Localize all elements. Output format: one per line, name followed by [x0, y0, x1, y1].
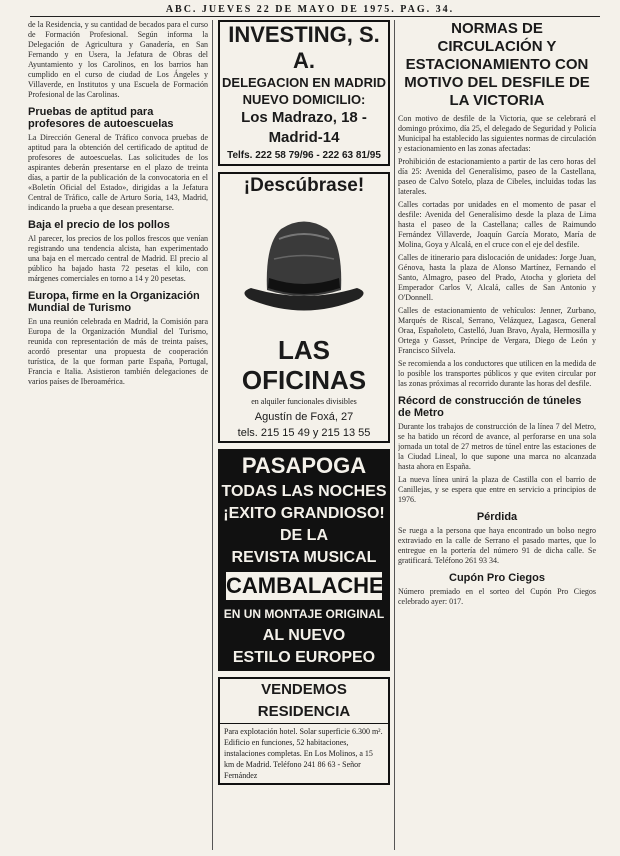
ad-residencia-text: Para explotación hotel. Solar superficie 6.300 m². Edificio en funciones, 52 habitaciones, instalaciones completas. En Los Molinos, a 15 km de Madrid. Teléfono 241 86 63 - Señor Fernández [224, 727, 383, 780]
ad-residencia [218, 677, 390, 785]
ad-pasapoga-line4: REVISTA MUSICAL [231, 549, 377, 566]
ad-oficinas-address: Agustín de Foxá, 27 [254, 411, 354, 423]
article-normas-p5: Calles de estacionamiento de vehículos: Jenner, Zurbano, Marqués de Riscal, Serrano, Velázquez, Lagasca, General Oraa, Españoleto, Castelló, Juan Bravo, Ayala, Hermosilla y Ortega y Gasset, Príncipe de Vergara, Diego de León y Francisco Silvela. [398, 306, 596, 355]
article-metro-p1: Durante los trabajos de construcción de la línea 7 del Metro, se ha batido un récord de avance, al perforarse en una sola jornada un total de 27 metros de túnel entre las estaciones de la Ciudad Lineal, lo que supone una marca no alcanzada hasta ahora en España. [398, 422, 596, 471]
column-left [28, 20, 208, 850]
hat-icon [229, 204, 379, 324]
article-metro-p2: La nueva línea unirá la plaza de Castilla con el barrio de Canillejas, y se espera que entre en servicio a principios de 1976. [398, 475, 596, 504]
article-autoescuelas: La Dirección General de Tráfico convoca pruebas de aptitud para la obtención del certificado de aptitud de profesores de autoescuelas. Las solicitudes de los aspirantes deberán presentarse en el plazo de treinta días, a partir de la publicación de la convocatoria en el «Boletín Oficial del Estado», dirigidas a la Jefatura Central de Tráfico, calle de Arturo Soria, 143, Madrid, indicando la prueba a que desean presentarse. [28, 133, 208, 212]
column-ads [218, 20, 390, 850]
ad-pasapoga-line2: ¡EXITO GRANDIOSO! [223, 505, 385, 522]
ad-oficinas-small: en alquiler funcionales divisibles [251, 397, 357, 406]
header-rule [30, 16, 600, 17]
column-divider-1 [212, 20, 213, 850]
ad-residencia-title: VENDEMOS RESIDENCIA [220, 679, 388, 724]
article-perdida: Se ruega a la persona que haya encontrado un bolso negro extraviado en la calle de Serrano el pasado martes, que lo entregue en la portería del número 91 de dicha calle. Se gratificará. Teléfono 261 93 34. [398, 526, 596, 565]
ad-investing-title: INVESTING, S. A. [228, 22, 380, 73]
ad-pasapoga-line1: TODAS LAS NOCHES [221, 483, 387, 500]
ad-oficinas-big1: LAS [278, 335, 330, 365]
ad-oficinas-title: ¡Descúbrase! [243, 175, 365, 196]
headline-autoescuelas: Pruebas de aptitud para profesores de autoescuelas [28, 106, 174, 130]
headline-cupon: Cupón Pro Ciegos [449, 572, 545, 584]
ad-pasapoga-logo: PASAPOGA [241, 453, 367, 478]
article-normas-p4: Calles de itinerario para dislocación de unidades: Jorge Juan, Génova, hasta la plaza de Alonso Martínez, Fernando el Santo, Almagro, paseo del Prado, Atocha y glorieta del Emperador Carlos V, Alcalá, calles de San Antonio y O'Donnell. [398, 253, 596, 302]
ad-investing-line1: DELEGACION EN MADRID [222, 75, 386, 90]
ad-investing-address: Los Madrazo, 18 - Madrid-14 [241, 109, 367, 146]
ad-investing-line2: NUEVO DOMICILIO: [242, 92, 366, 107]
headline-turismo: Europa, firme en la Organización Mundial de Turismo [28, 290, 200, 314]
article-normas-p6: Se recomienda a los conductores que utilicen en la medida de lo posible los transportes públicos y que eviten circular por las zonas próximas al recorrido durante las horas del desfile. [398, 359, 596, 388]
article-turismo: En una reunión celebrada en Madrid, la Comisión para Europa de la Organización Mundial del Turismo, reunida con representación de más de treinta países, acordó presentar una propuesta de cooperación turística, de la que forman parte España, Portugal, Francia e Italia. Asistieron también delegaciones de varios países de Iberoamérica. [28, 317, 208, 386]
ad-pasapoga-line6: AL NUEVO [262, 627, 346, 644]
ad-pasapoga-line3: DE LA [280, 527, 328, 544]
ad-pasapoga [218, 449, 390, 671]
article-normas-p2: Prohibición de estacionamiento a partir de las cero horas del día 25: Avenida del Generalísimo, paseo de la Castellana, paseo de Calvo Sotelo, plaza de Cibeles, incluidas todas las laterales. [398, 157, 596, 196]
ad-oficinas-big2: OFICINAS [241, 365, 367, 395]
article-cupon: Número premiado en el sorteo del Cupón Pro Ciegos celebrado ayer: 017. [398, 587, 596, 606]
column-divider-2 [394, 20, 395, 850]
ad-investing-phones: Telfs. 222 58 79/96 - 222 63 81/95 [227, 150, 381, 161]
headline-record-metro: Récord de construcción de túneles de Metro [398, 395, 582, 419]
ad-pasapoga-line7: ESTILO EUROPEO [232, 649, 376, 666]
ad-oficinas [218, 172, 390, 443]
column-right [398, 20, 596, 850]
headline-perdida: Pérdida [476, 511, 518, 523]
page-header: ABC. JUEVES 22 DE MAYO DE 1975. PAG. 34. [165, 4, 455, 15]
headline-pollos: Baja el precio de los pollos [28, 219, 170, 231]
ad-pasapoga-line5: EN UN MONTAJE ORIGINAL [223, 607, 385, 621]
ad-oficinas-phones: tels. 215 15 49 y 215 13 55 [237, 427, 371, 439]
article-normas-p3: Calles cortadas por unidades en el momento de pasar el desfile: Avenida del Generalísimo desde la plaza de Lima hasta el paseo de la Castellana; calles de Raimundo Fernández Villaverde, Joaquín García Morato, María de Molina, Goya y Alcalá, en el cruce con el eje del desfile. [398, 200, 596, 249]
ad-pasapoga-big: CAMBALACHE [226, 573, 384, 598]
headline-normas-circulacion: NORMAS DE CIRCULACIÓN Y ESTACIONAMIENTO CON MOTIVO DEL DESFILE DE LA VICTORIA [404, 20, 590, 109]
article-pollos: Al parecer, los precios de los pollos frescos que venían registrando una tendencia alcista, han experimentado una baja en el mercado central de Madrid. El precio al público ha bajado hasta 72 pesetas el kilo, con márgenes comerciales en torno a 14 y 20 pesetas. [28, 234, 208, 283]
article-intro: de la Residencia, y su cantidad de becados para el curso de Formación Profesional. Según informa la Delegación de Agricultura y Ganadería, en San Fernando y en Usera, la Jefatura de Obras del Ayuntamiento y los Carolinos, en los barrios han cumplido en el curso de ciudad de Los Ángeles y Villaverde, en Institutos y una Escuela de Formación Profesional de las Carolinas. [28, 20, 208, 99]
article-normas-p1: Con motivo de desfile de la Victoria, que se celebrará el domingo próximo, día 25, el delegado de Seguridad y Policía Municipal ha establecido las siguientes normas de circulación y estacionamiento en las zonas afectadas: [398, 114, 596, 153]
ad-investing [218, 20, 390, 166]
